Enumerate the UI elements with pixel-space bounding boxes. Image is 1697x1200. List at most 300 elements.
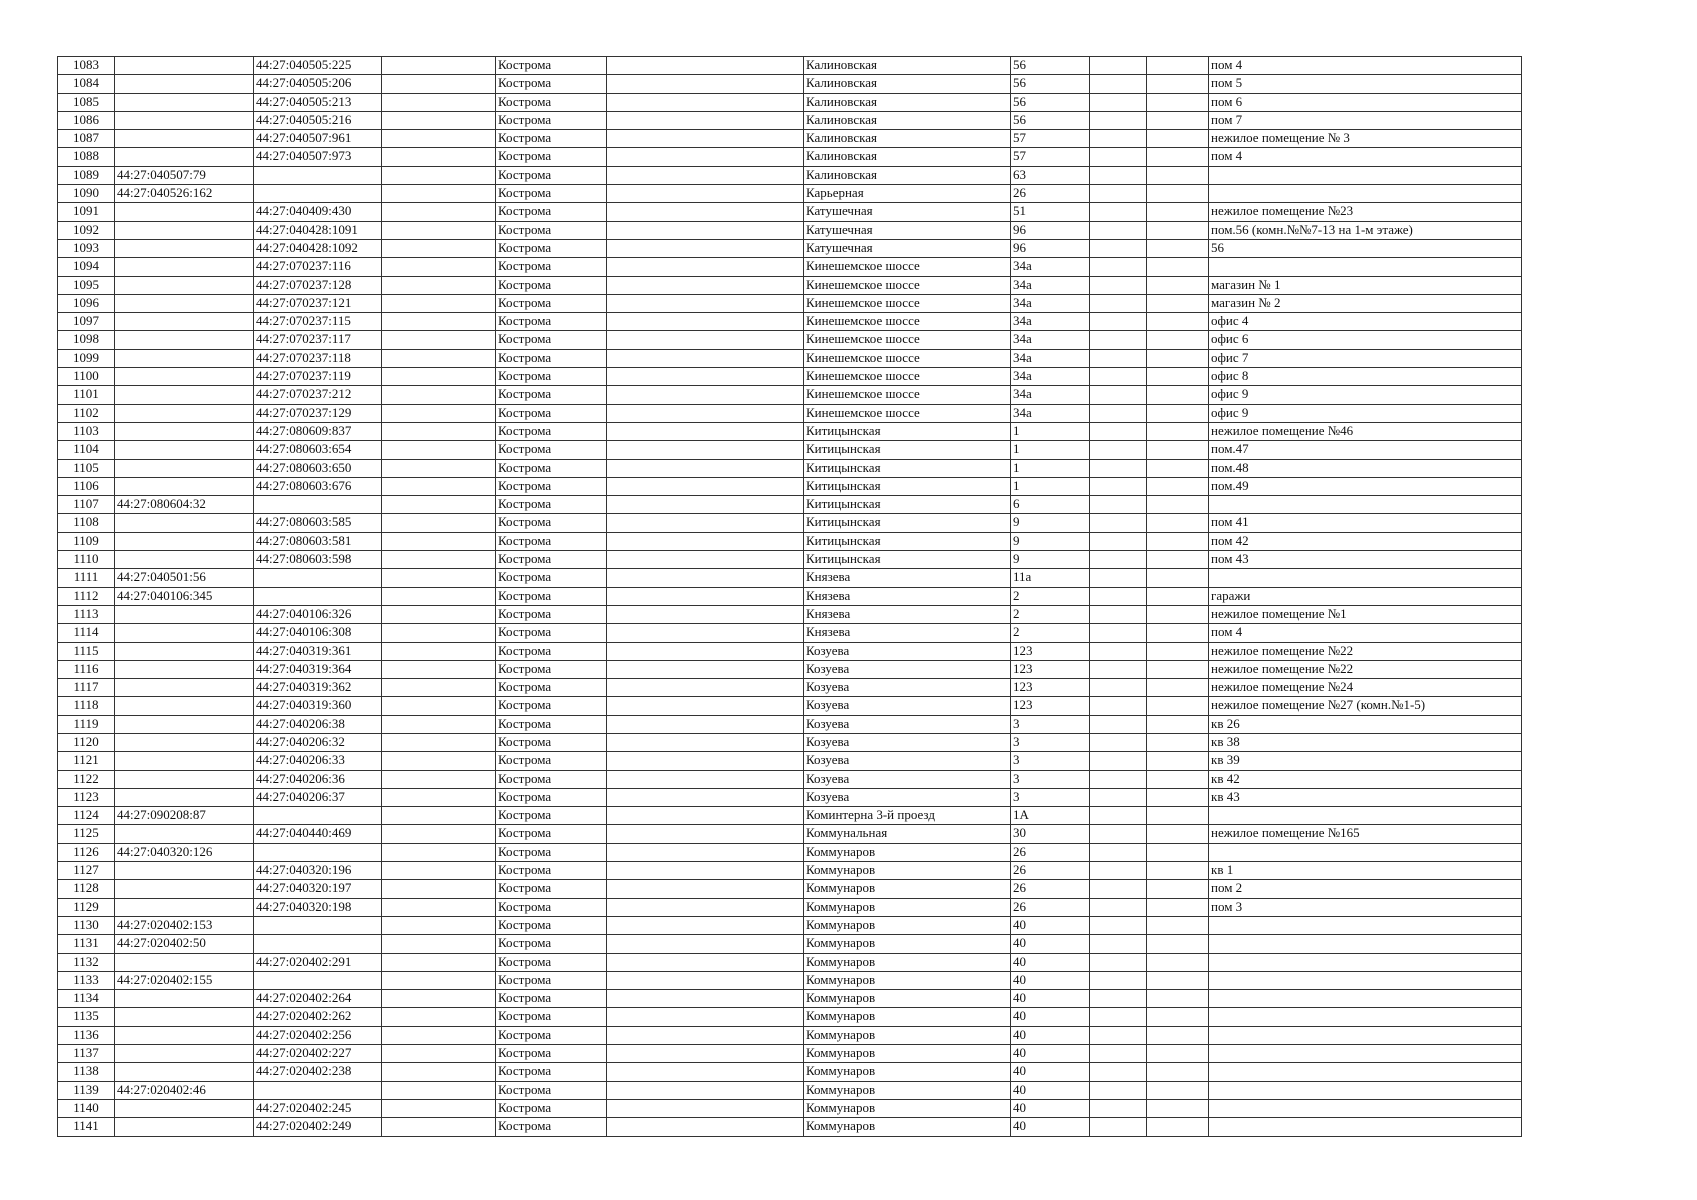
spacer-col-c-cell: [1090, 862, 1147, 880]
street-cell: Кинешемское шоссе: [804, 258, 1011, 276]
house-number-cell: 34а: [1011, 349, 1090, 367]
cadastral-number-premises-cell: 44:27:040428:1091: [254, 221, 382, 239]
cadastral-number-building-cell: [115, 697, 254, 715]
table-row: [58, 642, 1522, 660]
spacer-col-a-cell: [382, 788, 496, 806]
row-number-cell: 1130: [58, 916, 115, 934]
street-cell: Калиновская: [804, 148, 1011, 166]
spacer-col-a-cell: [382, 624, 496, 642]
spacer-col-a-cell: [382, 514, 496, 532]
spacer-col-a-cell: [382, 1008, 496, 1026]
house-number-cell: 56: [1011, 111, 1090, 129]
house-number-cell: 40: [1011, 990, 1090, 1008]
spacer-col-c-cell: [1090, 313, 1147, 331]
row-number-cell: 1094: [58, 258, 115, 276]
table-row: [58, 935, 1522, 953]
spacer-col-a-cell: [382, 57, 496, 75]
city-cell: Кострома: [496, 752, 607, 770]
spacer-col-c-cell: [1090, 971, 1147, 989]
spacer-col-c-cell: [1090, 1026, 1147, 1044]
city-cell: Кострома: [496, 203, 607, 221]
spacer-col-a-cell: [382, 715, 496, 733]
spacer-col-d-cell: [1147, 605, 1209, 623]
street-cell: Калиновская: [804, 130, 1011, 148]
house-number-cell: 9: [1011, 551, 1090, 569]
house-number-cell: 34а: [1011, 276, 1090, 294]
row-number-cell: 1140: [58, 1099, 115, 1117]
cadastral-number-building-cell: [115, 276, 254, 294]
spacer-col-a-cell: [382, 569, 496, 587]
city-cell: Кострома: [496, 807, 607, 825]
house-number-cell: 96: [1011, 239, 1090, 257]
city-cell: Кострома: [496, 862, 607, 880]
street-cell: Князева: [804, 569, 1011, 587]
house-number-cell: 2: [1011, 605, 1090, 623]
cadastral-number-building-cell: [115, 642, 254, 660]
city-cell: Кострома: [496, 1099, 607, 1117]
cadastral-number-premises-cell: 44:27:070237:128: [254, 276, 382, 294]
cadastral-number-premises-cell: 44:27:080603:581: [254, 532, 382, 550]
spacer-col-a-cell: [382, 752, 496, 770]
cadastral-number-building-cell: 44:27:020402:50: [115, 935, 254, 953]
spacer-col-d-cell: [1147, 57, 1209, 75]
street-cell: Козуева: [804, 715, 1011, 733]
house-number-cell: 6: [1011, 496, 1090, 514]
cadastral-number-building-cell: 44:27:040526:162: [115, 185, 254, 203]
cadastral-number-building-cell: 44:27:040320:126: [115, 843, 254, 861]
house-number-cell: 26: [1011, 898, 1090, 916]
street-cell: Кинешемское шоссе: [804, 276, 1011, 294]
house-number-cell: 123: [1011, 642, 1090, 660]
spacer-col-b-cell: [607, 185, 804, 203]
spacer-col-d-cell: [1147, 697, 1209, 715]
house-number-cell: 26: [1011, 862, 1090, 880]
premises-note-cell: [1209, 843, 1522, 861]
row-number-cell: 1123: [58, 788, 115, 806]
spacer-col-c-cell: [1090, 532, 1147, 550]
premises-note-cell: нежилое помещение №165: [1209, 825, 1522, 843]
spacer-col-c-cell: [1090, 1063, 1147, 1081]
spacer-col-a-cell: [382, 331, 496, 349]
cadastral-number-premises-cell: 44:27:040319:364: [254, 660, 382, 678]
table-row: [58, 386, 1522, 404]
premises-note-cell: кв 39: [1209, 752, 1522, 770]
spacer-col-a-cell: [382, 862, 496, 880]
spacer-col-d-cell: [1147, 111, 1209, 129]
spacer-col-a-cell: [382, 1081, 496, 1099]
house-number-cell: 40: [1011, 916, 1090, 934]
row-number-cell: 1118: [58, 697, 115, 715]
cadastral-number-building-cell: [115, 148, 254, 166]
table-row: [58, 752, 1522, 770]
spacer-col-d-cell: [1147, 514, 1209, 532]
cadastral-number-building-cell: [115, 93, 254, 111]
spacer-col-c-cell: [1090, 496, 1147, 514]
table-row: [58, 221, 1522, 239]
premises-note-cell: [1209, 807, 1522, 825]
premises-note-cell: [1209, 1008, 1522, 1026]
street-cell: Кинешемское шоссе: [804, 386, 1011, 404]
row-number-cell: 1124: [58, 807, 115, 825]
spacer-col-d-cell: [1147, 752, 1209, 770]
spacer-col-d-cell: [1147, 258, 1209, 276]
cadastral-number-building-cell: [115, 1026, 254, 1044]
cadastral-number-building-cell: [115, 1045, 254, 1063]
spacer-col-d-cell: [1147, 990, 1209, 1008]
cadastral-number-building-cell: [115, 660, 254, 678]
city-cell: Кострома: [496, 294, 607, 312]
street-cell: Коммунаров: [804, 953, 1011, 971]
table-row: [58, 916, 1522, 934]
spacer-col-c-cell: [1090, 587, 1147, 605]
spacer-col-d-cell: [1147, 642, 1209, 660]
city-cell: Кострома: [496, 221, 607, 239]
premises-note-cell: офис 8: [1209, 368, 1522, 386]
city-cell: Кострома: [496, 441, 607, 459]
city-cell: Кострома: [496, 1063, 607, 1081]
spacer-col-c-cell: [1090, 624, 1147, 642]
cadastral-number-building-cell: [115, 75, 254, 93]
city-cell: Кострома: [496, 733, 607, 751]
street-cell: Козуева: [804, 752, 1011, 770]
premises-note-cell: пом 4: [1209, 57, 1522, 75]
house-number-cell: 1: [1011, 422, 1090, 440]
street-cell: Коммунальная: [804, 825, 1011, 843]
street-cell: Козуева: [804, 733, 1011, 751]
spacer-col-b-cell: [607, 642, 804, 660]
premises-note-cell: пом 7: [1209, 111, 1522, 129]
row-number-cell: 1120: [58, 733, 115, 751]
cadastral-number-building-cell: [115, 368, 254, 386]
city-cell: Кострома: [496, 697, 607, 715]
cadastral-number-premises-cell: 44:27:040507:973: [254, 148, 382, 166]
street-cell: Коммунаров: [804, 862, 1011, 880]
cadastral-number-building-cell: [115, 770, 254, 788]
row-number-cell: 1112: [58, 587, 115, 605]
cadastral-number-premises-cell: 44:27:070237:129: [254, 404, 382, 422]
table-row: [58, 294, 1522, 312]
spacer-col-c-cell: [1090, 880, 1147, 898]
spacer-col-d-cell: [1147, 916, 1209, 934]
spacer-col-a-cell: [382, 221, 496, 239]
table-row: [58, 331, 1522, 349]
spacer-col-b-cell: [607, 313, 804, 331]
house-number-cell: 9: [1011, 532, 1090, 550]
spacer-col-a-cell: [382, 294, 496, 312]
spacer-col-c-cell: [1090, 130, 1147, 148]
row-number-cell: 1138: [58, 1063, 115, 1081]
spacer-col-b-cell: [607, 935, 804, 953]
cadastral-number-premises-cell: [254, 971, 382, 989]
street-cell: Козуева: [804, 788, 1011, 806]
table-row: [58, 715, 1522, 733]
street-cell: Козуева: [804, 770, 1011, 788]
spacer-col-c-cell: [1090, 514, 1147, 532]
spacer-col-d-cell: [1147, 660, 1209, 678]
cadastral-number-building-cell: [115, 57, 254, 75]
row-number-cell: 1121: [58, 752, 115, 770]
house-number-cell: 40: [1011, 1008, 1090, 1026]
premises-note-cell: 56: [1209, 239, 1522, 257]
spacer-col-c-cell: [1090, 697, 1147, 715]
spacer-col-a-cell: [382, 1063, 496, 1081]
row-number-cell: 1136: [58, 1026, 115, 1044]
street-cell: Князева: [804, 624, 1011, 642]
cadastral-number-building-cell: 44:27:040501:56: [115, 569, 254, 587]
house-number-cell: 34а: [1011, 368, 1090, 386]
city-cell: Кострома: [496, 75, 607, 93]
row-number-cell: 1129: [58, 898, 115, 916]
spacer-col-a-cell: [382, 75, 496, 93]
cadastral-number-premises-cell: 44:27:040507:961: [254, 130, 382, 148]
cadastral-number-premises-cell: 44:27:080603:676: [254, 477, 382, 495]
city-cell: Кострома: [496, 971, 607, 989]
row-number-cell: 1132: [58, 953, 115, 971]
street-cell: Козуева: [804, 697, 1011, 715]
city-cell: Кострома: [496, 386, 607, 404]
cadastral-number-premises-cell: 44:27:040505:213: [254, 93, 382, 111]
spacer-col-d-cell: [1147, 862, 1209, 880]
house-number-cell: 26: [1011, 880, 1090, 898]
street-cell: Калиновская: [804, 111, 1011, 129]
cadastral-number-premises-cell: 44:27:040320:198: [254, 898, 382, 916]
cadastral-number-premises-cell: [254, 916, 382, 934]
house-number-cell: 40: [1011, 1081, 1090, 1099]
row-number-cell: 1134: [58, 990, 115, 1008]
premises-note-cell: пом 42: [1209, 532, 1522, 550]
row-number-cell: 1135: [58, 1008, 115, 1026]
premises-note-cell: пом 43: [1209, 551, 1522, 569]
cadastral-number-premises-cell: 44:27:040206:32: [254, 733, 382, 751]
cadastral-number-building-cell: [115, 532, 254, 550]
cadastral-number-premises-cell: 44:27:070237:121: [254, 294, 382, 312]
spacer-col-b-cell: [607, 843, 804, 861]
cadastral-number-premises-cell: 44:27:070237:116: [254, 258, 382, 276]
cadastral-number-premises-cell: [254, 587, 382, 605]
city-cell: Кострома: [496, 496, 607, 514]
spacer-col-b-cell: [607, 697, 804, 715]
spacer-col-a-cell: [382, 386, 496, 404]
row-number-cell: 1100: [58, 368, 115, 386]
table-row: [58, 477, 1522, 495]
spacer-col-d-cell: [1147, 587, 1209, 605]
cadastral-number-building-cell: [115, 294, 254, 312]
house-number-cell: 3: [1011, 770, 1090, 788]
spacer-col-d-cell: [1147, 203, 1209, 221]
table-row: [58, 990, 1522, 1008]
cadastral-number-premises-cell: 44:27:040206:33: [254, 752, 382, 770]
table-row: [58, 93, 1522, 111]
house-number-cell: 34а: [1011, 331, 1090, 349]
cadastral-number-building-cell: [115, 1008, 254, 1026]
street-cell: Коммунаров: [804, 898, 1011, 916]
spacer-col-b-cell: [607, 1026, 804, 1044]
spacer-col-b-cell: [607, 203, 804, 221]
spacer-col-a-cell: [382, 551, 496, 569]
spacer-col-d-cell: [1147, 624, 1209, 642]
spacer-col-d-cell: [1147, 441, 1209, 459]
spacer-col-c-cell: [1090, 605, 1147, 623]
table-row: [58, 1063, 1522, 1081]
cadastral-number-premises-cell: 44:27:020402:227: [254, 1045, 382, 1063]
spacer-col-c-cell: [1090, 715, 1147, 733]
row-number-cell: 1110: [58, 551, 115, 569]
cadastral-number-premises-cell: 44:27:040440:469: [254, 825, 382, 843]
spacer-col-d-cell: [1147, 825, 1209, 843]
premises-note-cell: нежилое помещение №46: [1209, 422, 1522, 440]
spacer-col-b-cell: [607, 551, 804, 569]
city-cell: Кострома: [496, 1045, 607, 1063]
spacer-col-d-cell: [1147, 733, 1209, 751]
row-number-cell: 1099: [58, 349, 115, 367]
table-row: [58, 459, 1522, 477]
spacer-col-b-cell: [607, 788, 804, 806]
cadastral-number-premises-cell: 44:27:040320:196: [254, 862, 382, 880]
row-number-cell: 1088: [58, 148, 115, 166]
premises-note-cell: гаражи: [1209, 587, 1522, 605]
table-row: [58, 1026, 1522, 1044]
spacer-col-a-cell: [382, 349, 496, 367]
spacer-col-b-cell: [607, 990, 804, 1008]
street-cell: Кинешемское шоссе: [804, 404, 1011, 422]
house-number-cell: 56: [1011, 75, 1090, 93]
cadastral-number-premises-cell: 44:27:080609:837: [254, 422, 382, 440]
cadastral-number-premises-cell: 44:27:040106:326: [254, 605, 382, 623]
premises-note-cell: пом 5: [1209, 75, 1522, 93]
city-cell: Кострома: [496, 660, 607, 678]
table-row: [58, 422, 1522, 440]
table-row: [58, 807, 1522, 825]
spacer-col-a-cell: [382, 990, 496, 1008]
row-number-cell: 1084: [58, 75, 115, 93]
house-number-cell: 3: [1011, 715, 1090, 733]
spacer-col-a-cell: [382, 825, 496, 843]
cadastral-number-building-cell: [115, 1063, 254, 1081]
premises-note-cell: [1209, 916, 1522, 934]
table-row: [58, 1081, 1522, 1099]
spacer-col-b-cell: [607, 166, 804, 184]
city-cell: Кострома: [496, 569, 607, 587]
spacer-col-a-cell: [382, 660, 496, 678]
spacer-col-a-cell: [382, 697, 496, 715]
premises-note-cell: кв 38: [1209, 733, 1522, 751]
spacer-col-d-cell: [1147, 221, 1209, 239]
cadastral-number-premises-cell: 44:27:040409:430: [254, 203, 382, 221]
spacer-col-c-cell: [1090, 642, 1147, 660]
city-cell: Кострома: [496, 642, 607, 660]
table-row: [58, 587, 1522, 605]
row-number-cell: 1104: [58, 441, 115, 459]
house-number-cell: 1: [1011, 459, 1090, 477]
spacer-col-c-cell: [1090, 422, 1147, 440]
spacer-col-a-cell: [382, 1118, 496, 1136]
table-row: [58, 258, 1522, 276]
street-cell: Коммунаров: [804, 1118, 1011, 1136]
spacer-col-d-cell: [1147, 368, 1209, 386]
spacer-col-c-cell: [1090, 404, 1147, 422]
spacer-col-c-cell: [1090, 258, 1147, 276]
row-number-cell: 1131: [58, 935, 115, 953]
cadastral-number-premises-cell: 44:27:080603:585: [254, 514, 382, 532]
spacer-col-c-cell: [1090, 752, 1147, 770]
city-cell: Кострома: [496, 587, 607, 605]
premises-note-cell: [1209, 1026, 1522, 1044]
row-number-cell: 1119: [58, 715, 115, 733]
spacer-col-b-cell: [607, 1081, 804, 1099]
table-row: [58, 551, 1522, 569]
spacer-col-c-cell: [1090, 569, 1147, 587]
street-cell: Калиновская: [804, 75, 1011, 93]
spacer-col-d-cell: [1147, 1026, 1209, 1044]
street-cell: Китицынская: [804, 422, 1011, 440]
house-number-cell: 3: [1011, 752, 1090, 770]
table-row: [58, 441, 1522, 459]
cadastral-number-premises-cell: 44:27:070237:118: [254, 349, 382, 367]
house-number-cell: 34а: [1011, 294, 1090, 312]
spacer-col-c-cell: [1090, 953, 1147, 971]
cadastral-number-building-cell: [115, 203, 254, 221]
spacer-col-b-cell: [607, 1063, 804, 1081]
cadastral-number-building-cell: [115, 1118, 254, 1136]
spacer-col-a-cell: [382, 916, 496, 934]
city-cell: Кострома: [496, 130, 607, 148]
table-row: [58, 130, 1522, 148]
house-number-cell: 40: [1011, 1118, 1090, 1136]
spacer-col-d-cell: [1147, 349, 1209, 367]
cadastral-number-building-cell: 44:27:020402:46: [115, 1081, 254, 1099]
premises-note-cell: пом 41: [1209, 514, 1522, 532]
spacer-col-d-cell: [1147, 807, 1209, 825]
cadastral-number-premises-cell: 44:27:040505:216: [254, 111, 382, 129]
premises-note-cell: магазин № 1: [1209, 276, 1522, 294]
city-cell: Кострома: [496, 276, 607, 294]
street-cell: Калиновская: [804, 166, 1011, 184]
city-cell: Кострома: [496, 916, 607, 934]
cadastral-number-building-cell: [115, 990, 254, 1008]
house-number-cell: 34а: [1011, 386, 1090, 404]
street-cell: Китицынская: [804, 459, 1011, 477]
table-row: [58, 569, 1522, 587]
house-number-cell: 34а: [1011, 404, 1090, 422]
spacer-col-c-cell: [1090, 203, 1147, 221]
house-number-cell: 40: [1011, 1026, 1090, 1044]
street-cell: Китицынская: [804, 477, 1011, 495]
house-number-cell: 34а: [1011, 258, 1090, 276]
spacer-col-a-cell: [382, 459, 496, 477]
house-number-cell: 1: [1011, 477, 1090, 495]
premises-note-cell: пом.49: [1209, 477, 1522, 495]
row-number-cell: 1102: [58, 404, 115, 422]
city-cell: Кострома: [496, 349, 607, 367]
cadastral-number-building-cell: [115, 788, 254, 806]
city-cell: Кострома: [496, 788, 607, 806]
row-number-cell: 1086: [58, 111, 115, 129]
cadastral-number-building-cell: [115, 404, 254, 422]
row-number-cell: 1091: [58, 203, 115, 221]
spacer-col-a-cell: [382, 898, 496, 916]
spacer-col-b-cell: [607, 459, 804, 477]
cadastral-number-premises-cell: 44:27:020402:245: [254, 1099, 382, 1117]
spacer-col-b-cell: [607, 752, 804, 770]
table-row: [58, 862, 1522, 880]
house-number-cell: 57: [1011, 148, 1090, 166]
street-cell: Коммунаров: [804, 843, 1011, 861]
street-cell: Коммунаров: [804, 880, 1011, 898]
spacer-col-a-cell: [382, 733, 496, 751]
city-cell: Кострома: [496, 404, 607, 422]
spacer-col-a-cell: [382, 148, 496, 166]
cadastral-number-premises-cell: [254, 166, 382, 184]
